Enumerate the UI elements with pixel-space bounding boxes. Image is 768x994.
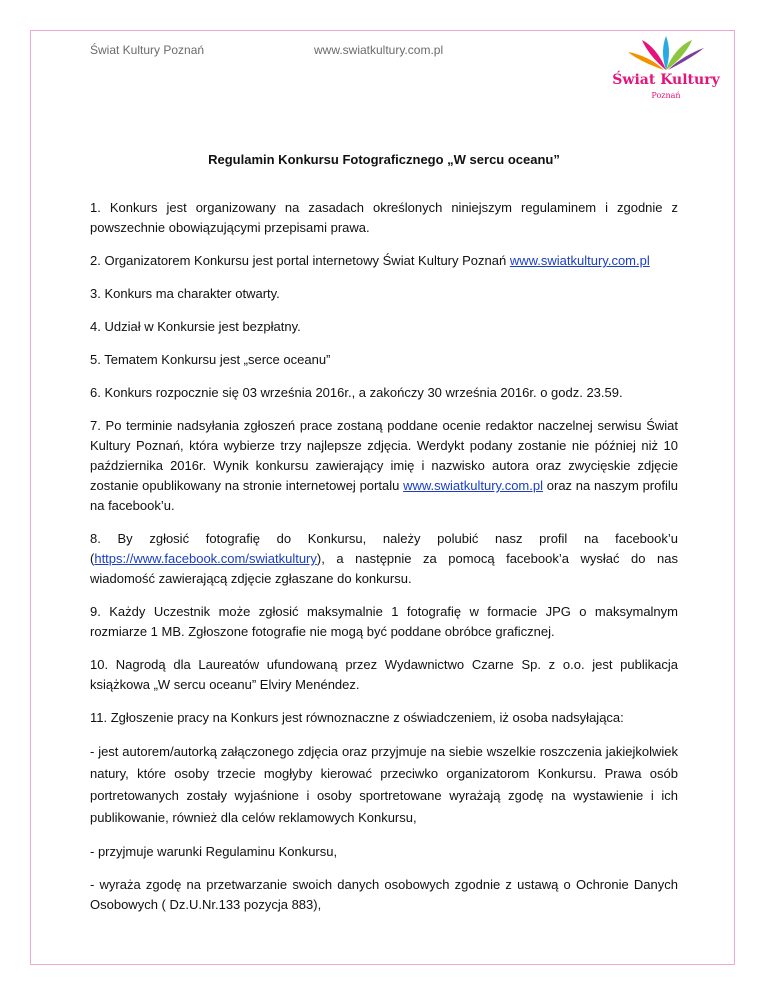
logo (604, 34, 728, 108)
paragraph-11c: - wyraża zgodę na przetwarzanie swoich danych osobowych zgodnie z ustawą o Ochronie Danych Osobowych ( Dz.U.Nr.133 pozycja 883), (90, 877, 678, 912)
paragraph-3: 3. Konkurs ma charakter otwarty. (90, 286, 280, 301)
paragraph-2-text: 2. Organizatorem Konkursu jest portal internetowy Świat Kultury Poznań (90, 253, 510, 268)
paragraph-7 (90, 416, 678, 516)
document-body (90, 198, 678, 928)
logo-title: Świat Kultury (612, 72, 720, 88)
paragraph-2 (90, 251, 678, 271)
paragraph-7-text: 7. Po terminie nadsyłania zgłoszeń prace zostaną poddane ocenie redaktor naczelnej serwisu Świat Kultury Poznań, która wybierze trzy najlepsze zdjęcia. Werdykt podany zostanie nie później niż 10 października 2016r. Wynik konkursu zawierający imię i nazwisko autora oraz zwycięskie zdjęcie zostanie opublikowany na stronie internetowej portalu (90, 418, 678, 493)
website-link-2[interactable]: www.swiatkultury.com.pl (403, 478, 543, 493)
paragraph-10: 10. Nagrodą dla Laureatów ufundowaną przez Wydawnictwo Czarne Sp. z o.o. jest publikacja książkowa „W sercu oceanu” Elviry Menéndez. (90, 657, 678, 692)
website-link[interactable]: www.swiatkultury.com.pl (509, 253, 650, 268)
paragraph-11: 11. Zgłoszenie pracy na Konkurs jest równoznaczne z oświadczeniem, iż osoba nadsyłająca: (90, 710, 624, 725)
paragraph-8-tail: ), a następnie za pomocą facebook’a wysłać do nas wiadomość zawierającą zdjęcie zgłaszane do konkursu. (90, 551, 678, 586)
header-url: www.swiatkultury.com.pl (314, 43, 444, 57)
logo-subtitle: Poznań (651, 91, 681, 100)
paragraph-11b: - przyjmuje warunki Regulaminu Konkursu, (90, 844, 338, 859)
paragraph-8-text: 8. By zgłosić fotografię do Konkursu, należy polubić nasz profil na facebook’u ( (90, 531, 678, 566)
logo-petals-icon (616, 34, 716, 74)
paragraph-5: 5. Tematem Konkursu jest „serce oceanu” (90, 352, 331, 367)
document-title: Regulamin Konkursu Fotograficznego „W sercu oceanu” (208, 152, 560, 167)
facebook-link[interactable]: https://www.facebook.com/swiatkultury (94, 551, 317, 566)
paragraph-7-tail: oraz na naszym profilu na facebook’u. (90, 478, 678, 513)
paragraph-11a: - jest autorem/autorką załączonego zdjęcia oraz przyjmuje na siebie wszelkie roszczenia jakiejkolwiek natury, które osoby trzecie mogłyby kierować przeciwko organizatorom Konkursu. Prawa osób portretowanych zostały wyjaśnione i osoby sportretowane wyrażają zgodę na wystawienie i ich publikowanie, również dla celów reklamowych Konkursu, (90, 744, 678, 825)
paragraph-1: 1. Konkurs jest organizowany na zasadach określonych niniejszym regulaminem i zgodnie z powszechnie obowiązującymi przepisami prawa. (90, 200, 678, 235)
paragraph-9: 9. Każdy Uczestnik może zgłosić maksymalnie 1 fotografię w formacie JPG o maksymalnym rozmiarze 1 MB. Zgłoszone fotografie nie mogą być poddane obróbce graficznej. (90, 604, 678, 639)
paragraph-6: 6. Konkurs rozpocznie się 03 września 2016r., a zakończy 30 września 2016r. o godz. 23.59. (90, 385, 623, 400)
paragraph-4: 4. Udział w Konkursie jest bezpłatny. (90, 319, 301, 334)
paragraph-8 (90, 529, 678, 589)
header-site-name: Świat Kultury Poznań (90, 43, 205, 57)
